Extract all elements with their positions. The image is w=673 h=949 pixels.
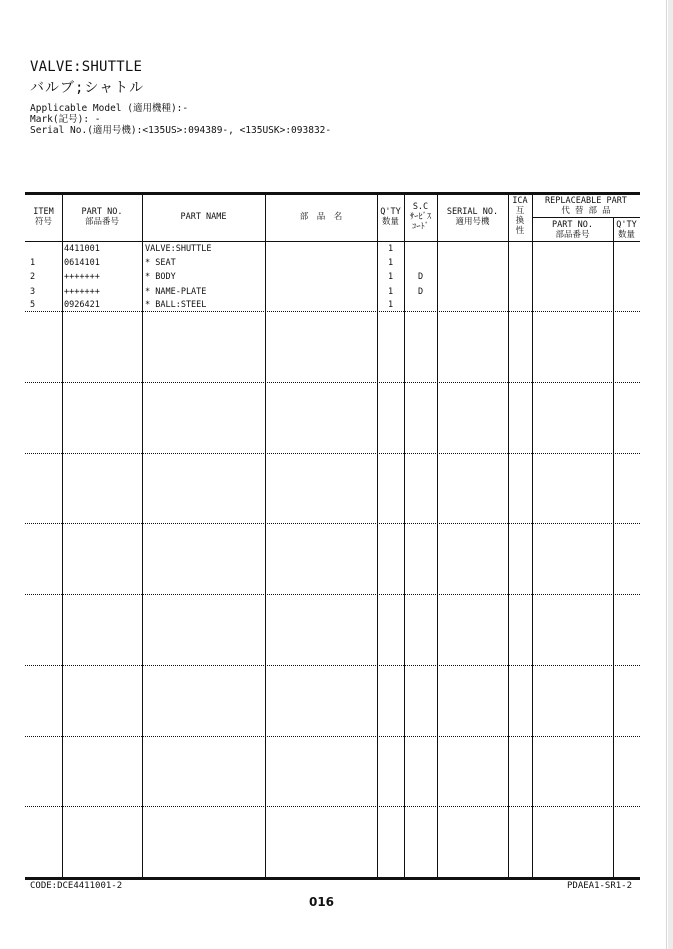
col-divider-serial: [508, 194, 509, 877]
page-number: 016: [308, 895, 335, 909]
header-replaceable: [532, 196, 640, 216]
header-qty: [377, 207, 404, 227]
serial-no: Serial No.(適用号機):<135US>:094389-, <135USK>:093832-: [30, 125, 332, 136]
row-separator: [25, 523, 640, 524]
header-sc: [404, 202, 437, 232]
row-part-name: VALVE:SHUTTLE: [145, 244, 212, 254]
row-qty: 1: [388, 300, 394, 310]
header-serial-jp: 適用号機: [455, 217, 490, 227]
row-item: 2: [30, 272, 36, 282]
row-item: 1: [30, 258, 36, 268]
header-part-name: PART NAME: [180, 212, 227, 222]
row-qty: 1: [388, 272, 394, 282]
row-part-name: * BODY: [145, 272, 176, 282]
header-rep-qty-jp: 数量: [617, 230, 635, 240]
footer-ref: PDAEA1-SR1-2: [567, 881, 633, 891]
header-rep-qty: [613, 220, 640, 240]
title-jp: バルブ;シャトル: [30, 80, 145, 96]
header-ica-jp3: 性: [515, 226, 525, 236]
header-serial-en: SERIAL NO.: [446, 207, 499, 217]
col-divider-ica: [532, 194, 533, 877]
row-separator: [25, 806, 640, 807]
col-divider-partname: [265, 194, 266, 877]
row-part-no: 4411001: [64, 244, 100, 254]
row-item: 5: [30, 300, 36, 310]
header-sc-jp2: ｺｰﾄﾞ: [411, 222, 429, 232]
row-qty: 1: [388, 244, 394, 254]
header-qty-jp: 数量: [381, 217, 399, 227]
header-part-no-jp: 部品番号: [84, 217, 119, 227]
row-qty: 1: [388, 258, 394, 268]
header-ica-jp1: 互: [515, 206, 525, 216]
header-qty-en: Q'TY: [380, 207, 401, 217]
header-ica-en: ICA: [512, 196, 528, 206]
mark: Mark(記号): -: [30, 114, 101, 125]
header-rep-part-no-en: PART NO.: [552, 220, 593, 230]
row-separator: [25, 594, 640, 595]
row-sc: D: [418, 287, 424, 297]
replaceable-sub-rule: [532, 217, 640, 218]
header-rep-part-no: [532, 220, 613, 240]
row-part-no: 0614101: [64, 258, 100, 268]
header-sc-jp1: ｻｰﾋﾞｽ: [409, 212, 432, 222]
row-part-no: +++++++: [64, 272, 100, 282]
header-replaceable-jp: 代 替 部 品: [561, 206, 611, 216]
row-qty: 1: [388, 287, 394, 297]
footer-code: CODE:DCE4411001-2: [30, 881, 123, 891]
header-ica-jp2: 換: [515, 216, 525, 226]
row-separator: [25, 736, 640, 737]
table-top-rule: [25, 192, 640, 195]
header-replaceable-en: REPLACEABLE PART: [545, 196, 627, 206]
header-item: [25, 207, 62, 227]
header-sc-en: S.C: [412, 202, 429, 212]
row-separator: [25, 311, 640, 312]
table-header-rule: [25, 241, 640, 242]
row-part-name: * BALL:STEEL: [145, 300, 207, 310]
col-divider-rep-qty: [613, 217, 614, 877]
header-part-name-jp: 部 品 名: [299, 212, 343, 222]
row-item: 3: [30, 287, 36, 297]
row-separator: [25, 665, 640, 666]
page-edge-shadow: [668, 0, 673, 949]
header-serial: [437, 207, 508, 227]
header-item-jp: 符号: [34, 217, 52, 227]
row-part-no: +++++++: [64, 287, 100, 297]
header-rep-qty-en: Q'TY: [616, 220, 637, 230]
col-divider-qty: [404, 194, 405, 877]
header-ica: [508, 196, 532, 236]
col-divider-sc: [437, 194, 438, 877]
header-item-en: ITEM: [33, 207, 54, 217]
row-sc: D: [418, 272, 424, 282]
row-part-no: 0926421: [64, 300, 100, 310]
header-part-no-en: PART NO.: [81, 207, 123, 217]
col-divider-jpname: [377, 194, 378, 877]
applicable-model: Applicable Model (適用機種):-: [30, 103, 189, 114]
header-rep-part-no-jp: 部品番号: [555, 230, 590, 240]
header-part-no: [62, 207, 142, 227]
page-edge-line: [666, 0, 667, 949]
row-separator: [25, 382, 640, 383]
col-divider-partno: [142, 194, 143, 877]
col-divider-item: [62, 194, 63, 877]
row-part-name: * SEAT: [145, 258, 176, 268]
row-part-name: * NAME-PLATE: [145, 287, 207, 297]
table-bottom-rule: [25, 877, 640, 880]
title-en: VALVE:SHUTTLE: [30, 59, 143, 75]
row-separator: [25, 453, 640, 454]
